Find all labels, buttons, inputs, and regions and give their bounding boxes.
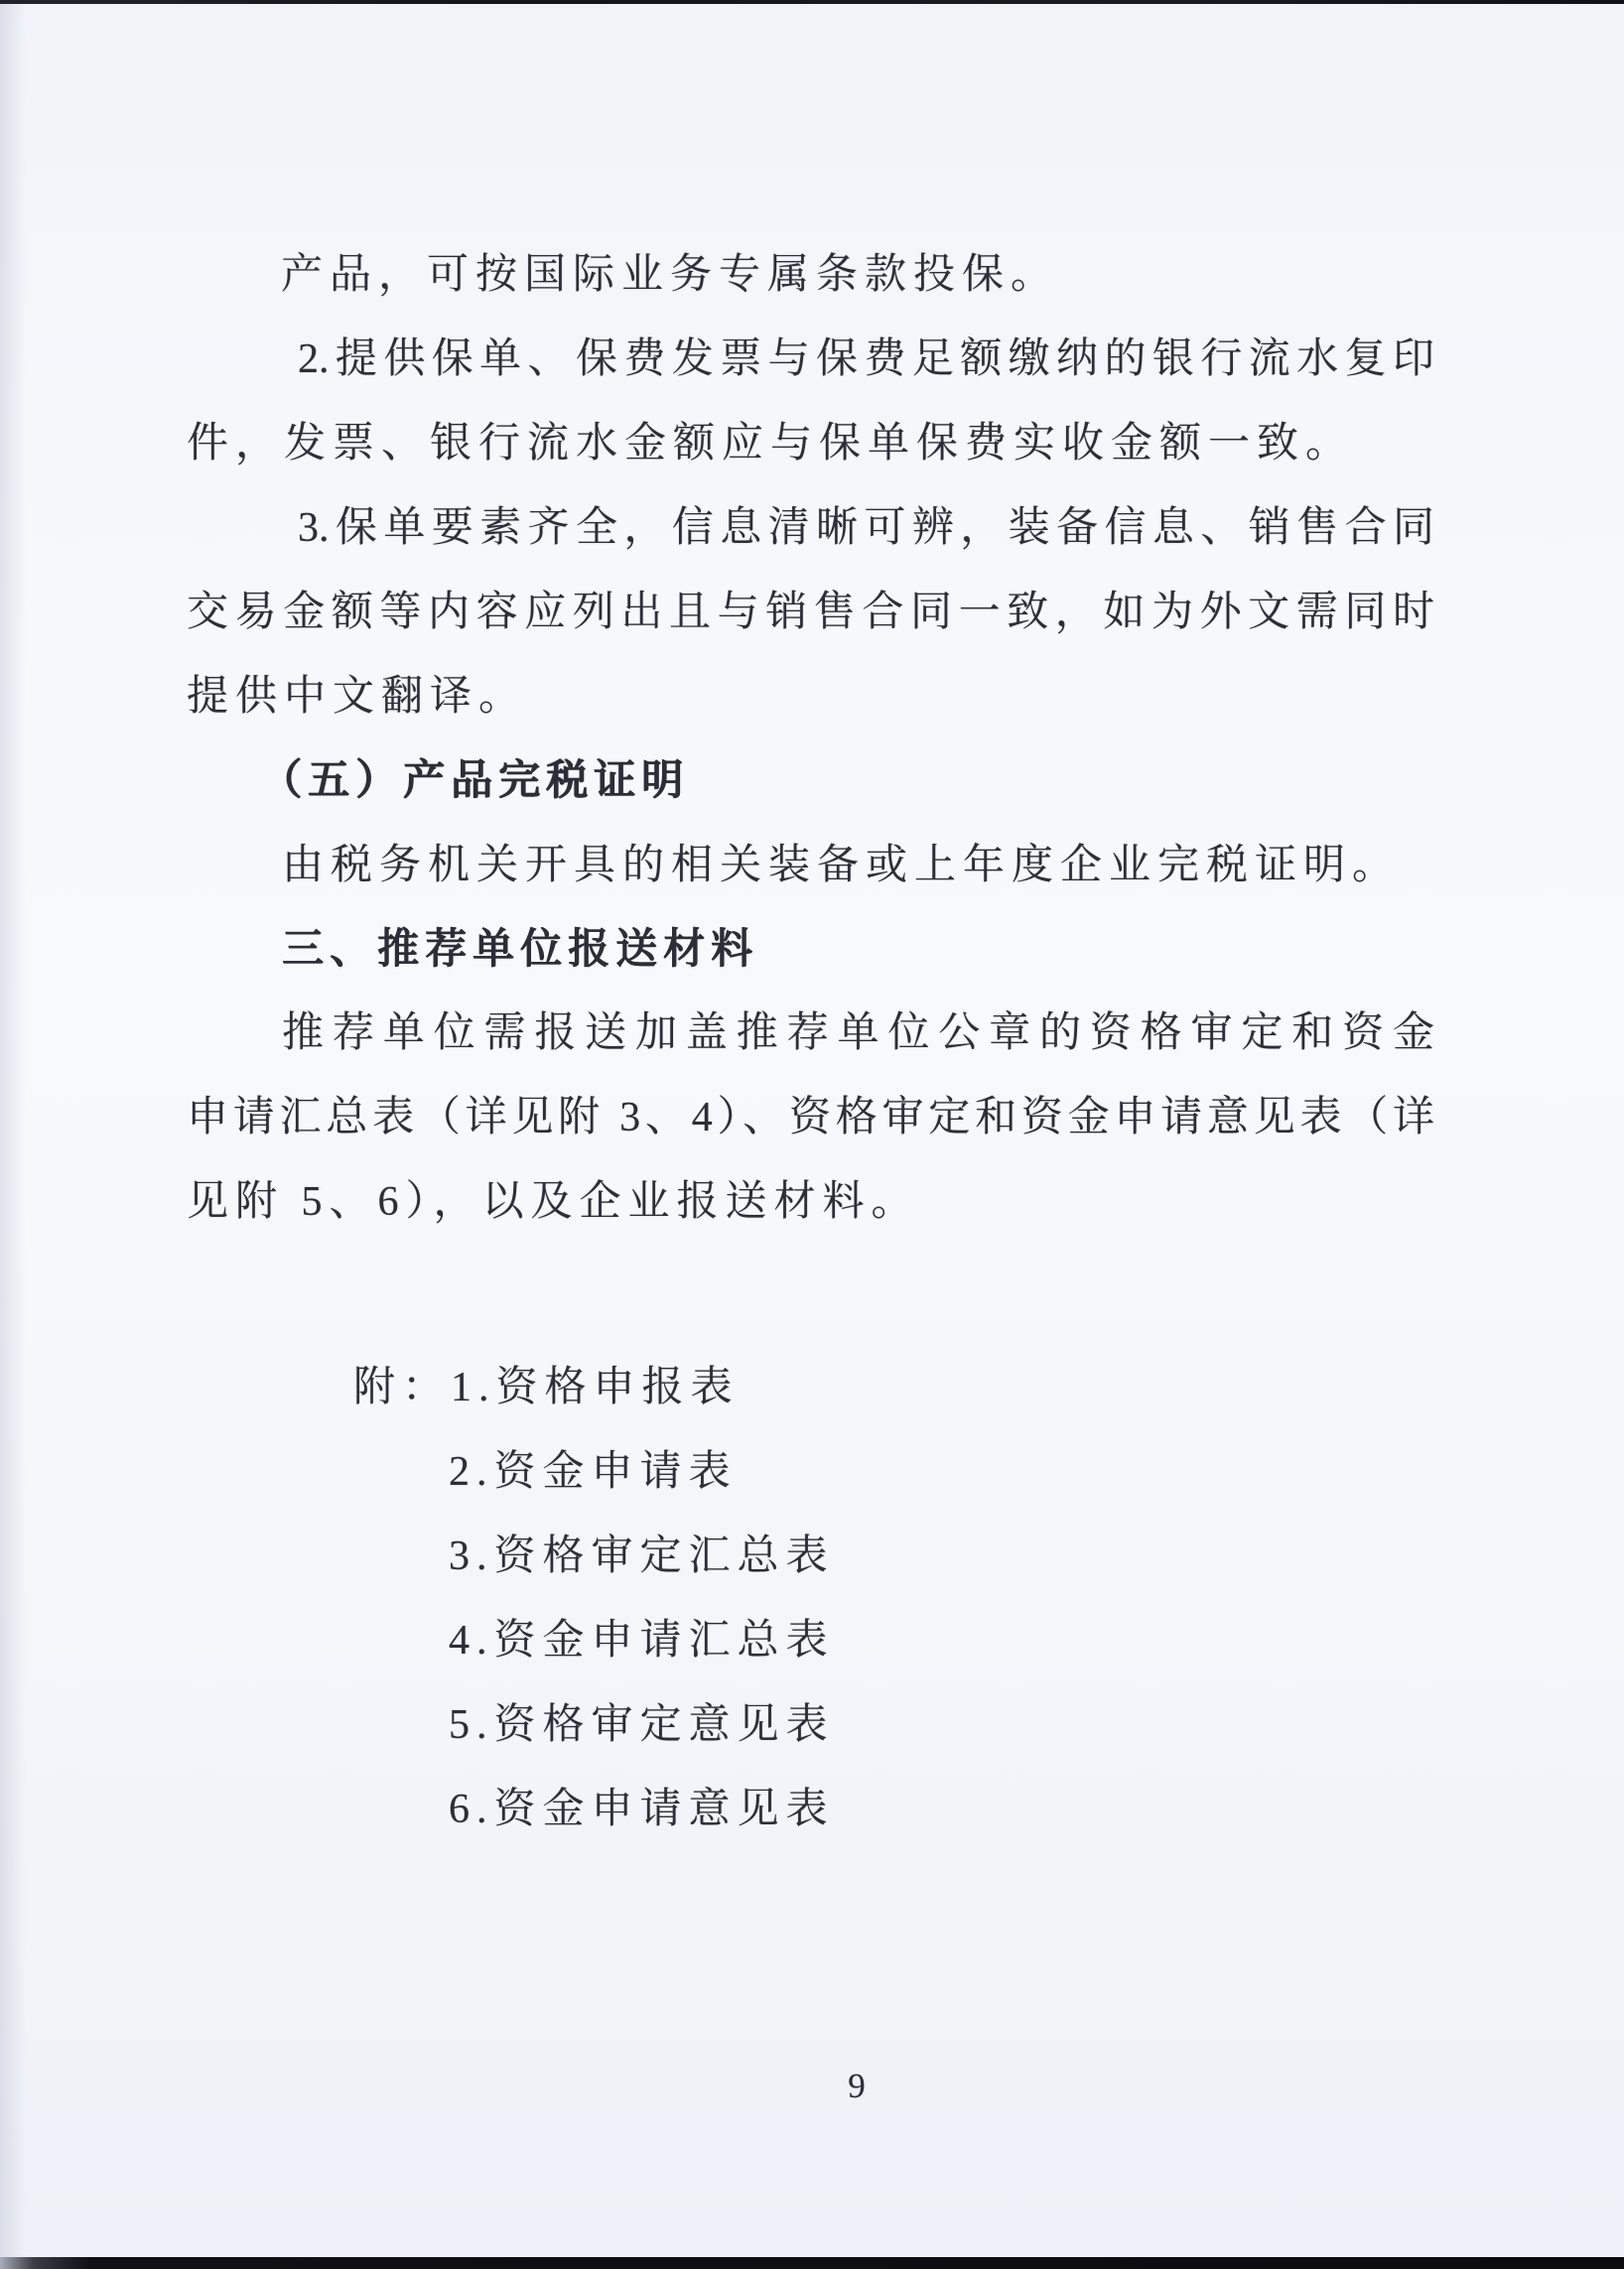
body-line: 申请汇总表（详见附 3、4）、资格审定和资金申请意见表（详 [187, 1095, 1434, 1140]
attachment-item: 4.资金申请汇总表 [449, 1618, 835, 1664]
body-line: 见附 5、6），以及企业报送材料。 [187, 1179, 920, 1225]
attachment-item: 6.资金申请意见表 [449, 1787, 835, 1832]
body-line: 件，发票、银行流水金额应与保单保费实收金额一致。 [187, 421, 1355, 467]
body-line: 由税务机关开具的相关装备或上年度企业完税证明。 [282, 843, 1402, 888]
page-number: 9 [848, 2067, 866, 2105]
section-heading: （五）产品完税证明 [260, 758, 690, 804]
attachment-list-header: 附：1.资格申报表 [353, 1365, 740, 1410]
scan-edge-top [0, 0, 1624, 4]
chapter-heading: 三、推荐单位报送材料 [282, 925, 759, 972]
attachment-item: 5.资格审定意见表 [449, 1702, 835, 1748]
attachment-item: 3.资格审定汇总表 [449, 1534, 835, 1579]
body-line: 2.提供保单、保费发票与保费足额缴纳的银行流水复印 [298, 336, 1434, 382]
body-line: 提供中文翻译。 [187, 674, 528, 720]
body-line: 3.保单要素齐全，信息清晰可辨，装备信息、销售合同 [298, 505, 1434, 551]
attachment-item: 2.资金申请表 [449, 1449, 738, 1495]
body-line: 产品，可按国际业务专属条款投保。 [281, 252, 1060, 298]
scan-edge-bottom [0, 2257, 1624, 2269]
body-line: 交易金额等内容应列出且与销售合同一致，如为外文需同时 [187, 590, 1434, 635]
body-line: 推荐单位需报送加盖推荐单位公章的资格审定和资金 [282, 1010, 1434, 1056]
